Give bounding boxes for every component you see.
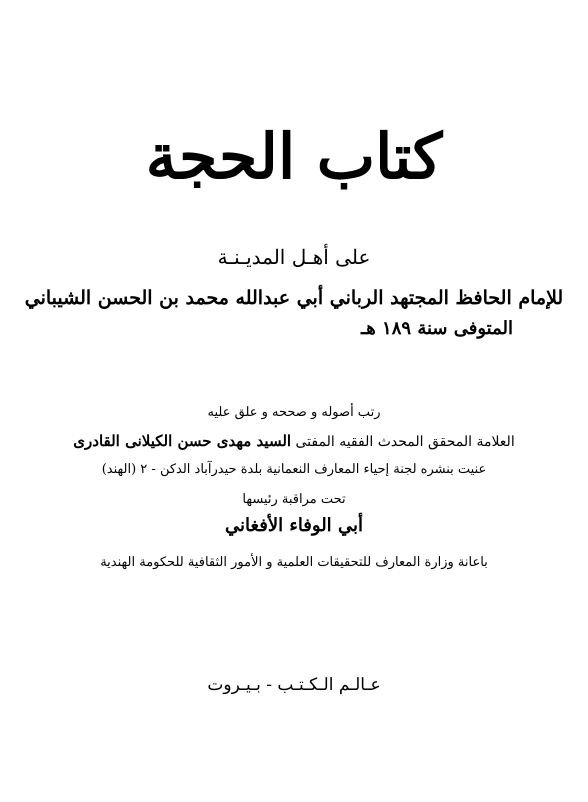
committee-head-name: أبي الوفاء الأفغاني <box>225 515 363 536</box>
arranged-by-line: رتب أصوله و صححه و علق عليه <box>207 405 381 420</box>
publisher-line: عنيت بنشره لجنة إحياء المعارف النعمانية بلدة حيدرآباد الدكن - ٢ (الهند) <box>101 462 487 477</box>
publisher-imprint: عـالـم الـكـتـب - بـيـروت <box>207 675 381 695</box>
editor-name: السيد مهدى حسن الكيلانى القادرى <box>73 432 292 450</box>
book-title: كتاب الحجة <box>145 120 443 193</box>
editor-prefix: العلامة المحقق المحدث الفقيه المفتى <box>295 434 515 450</box>
author-line: للإمام الحافظ المجتهد الرباني أبي عبدالله محمد بن الحسن الشيباني <box>24 287 564 309</box>
book-subtitle: على أهـل المديـنـة <box>217 245 371 269</box>
supervision-line: تحت مراقبة رئيسها <box>242 492 346 507</box>
support-line: باعانة وزارة المعارف للتحقيقات العلمية و الأمور الثقافية للحكومة الهندية <box>100 555 488 570</box>
death-year: المتوفى سنة ١٨٩ هـ <box>361 318 513 339</box>
editor-line <box>0 432 588 451</box>
